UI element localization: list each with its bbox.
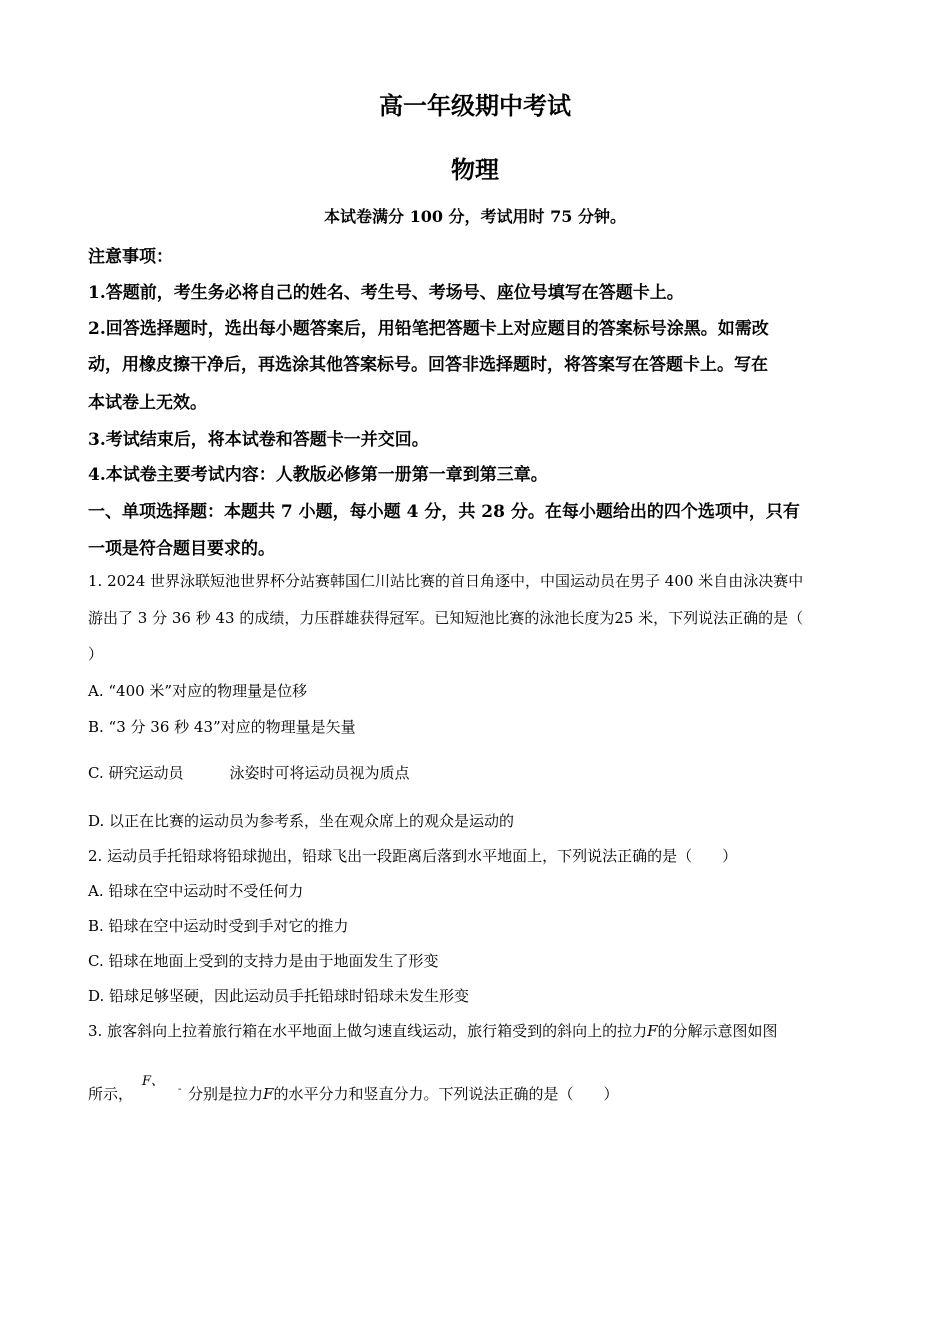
q3-stem-line-2-rest <box>188 1083 618 1104</box>
note-2-line-1: 2.回答选择题时，选出每小题答案后，用铅笔把答题卡上对应题目的答案标号涂黑。如需改 <box>88 319 769 339</box>
q3-formula-f: F、 <box>142 1074 165 1089</box>
q1-option-c-part-1: C. 研究运动员 <box>88 764 184 782</box>
q1-option-b: B. “3 分 36 秒 43”对应的物理量是矢量 <box>88 718 356 736</box>
note-3: 3.考试结束后，将本试卷和答题卡一并交回。 <box>88 430 429 450</box>
q2-stem: 2. 运动员手托铅球将铅球抛出，铅球飞出一段距离后落到水平地面上，下列说法正确的是（ ） <box>88 847 738 865</box>
q3-stem-text-4: 的水平分力和竖直分力。下列说法正确的是（ ） <box>273 1085 619 1103</box>
q2-option-b: B. 铅球在空中运动时受到手对它的推力 <box>88 917 349 935</box>
q3-formula-dash: - <box>178 1084 182 1095</box>
q3-variable-f-2: F <box>263 1085 274 1103</box>
note-1: 1.答题前，考生务必将自己的姓名、考生号、考场号、座位号填写在答题卡上。 <box>88 283 684 303</box>
exam-title: 高一年级期中考试 <box>379 91 571 120</box>
section-1-line-2: 一项是符合题目要求的。 <box>88 539 275 559</box>
note-4: 4.本试卷主要考试内容：人教版必修第一册第一章到第三章。 <box>88 465 548 485</box>
note-2-line-3: 本试卷上无效。 <box>88 393 207 413</box>
note-2-line-2: 动，用橡皮擦干净后，再选涂其他答案标号。回答非选择题时，将答案写在答题卡上。写在 <box>88 355 768 375</box>
q3-stem-line-1 <box>88 1020 778 1041</box>
q2-option-d: D. 铅球足够坚硬，因此运动员手托铅球时铅球未发生形变 <box>88 987 470 1005</box>
notes-heading: 注意事项： <box>88 247 173 267</box>
q3-stem-text-2: 的分解示意图如图 <box>657 1022 778 1040</box>
q3-stem-text-1: 3. 旅客斜向上拉着旅行箱在水平地面上做匀速直线运动，旅行箱受到的斜向上的拉力 <box>88 1022 648 1040</box>
q1-option-c <box>88 762 410 783</box>
q1-option-a: A. “400 米”对应的物理量是位移 <box>88 682 308 700</box>
q1-option-c-part-2: 泳姿时可将运动员视为质点 <box>229 764 410 782</box>
q1-stem-line-2: 游出了 3 分 36 秒 43 的成绩，力压群雄获得冠军。已知短池比赛的泳池长度为25 米，下列说法正确的是（ <box>88 609 804 627</box>
q1-stem-line-3: ） <box>88 645 104 663</box>
section-1-line-1: 一、单项选择题：本题共 7 小题，每小题 4 分，共 28 分。在每小题给出的四个选项中，只有 <box>88 502 800 522</box>
q3-variable-f: F <box>647 1022 658 1040</box>
subject-title: 物理 <box>451 155 499 184</box>
q2-option-c: C. 铅球在地面上受到的支持力是由于地面发生了形变 <box>88 952 439 970</box>
exam-info: 本试卷满分 100 分，考试用时 75 分钟。 <box>324 207 626 226</box>
q3-stem-line-2-start: 所示， <box>88 1085 134 1103</box>
q2-option-a: A. 铅球在空中运动时不受任何力 <box>88 882 304 900</box>
q1-stem-line-1: 1. 2024 世界泳联短池世界杯分站赛韩国仁川站比赛的首日角逐中，中国运动员在男子 400 米自由泳决赛中 <box>88 572 804 590</box>
q3-stem-text-3: 分别是拉力 <box>188 1085 264 1103</box>
q1-option-d: D. 以正在比赛的运动员为参考系，坐在观众席上的观众是运动的 <box>88 812 515 830</box>
